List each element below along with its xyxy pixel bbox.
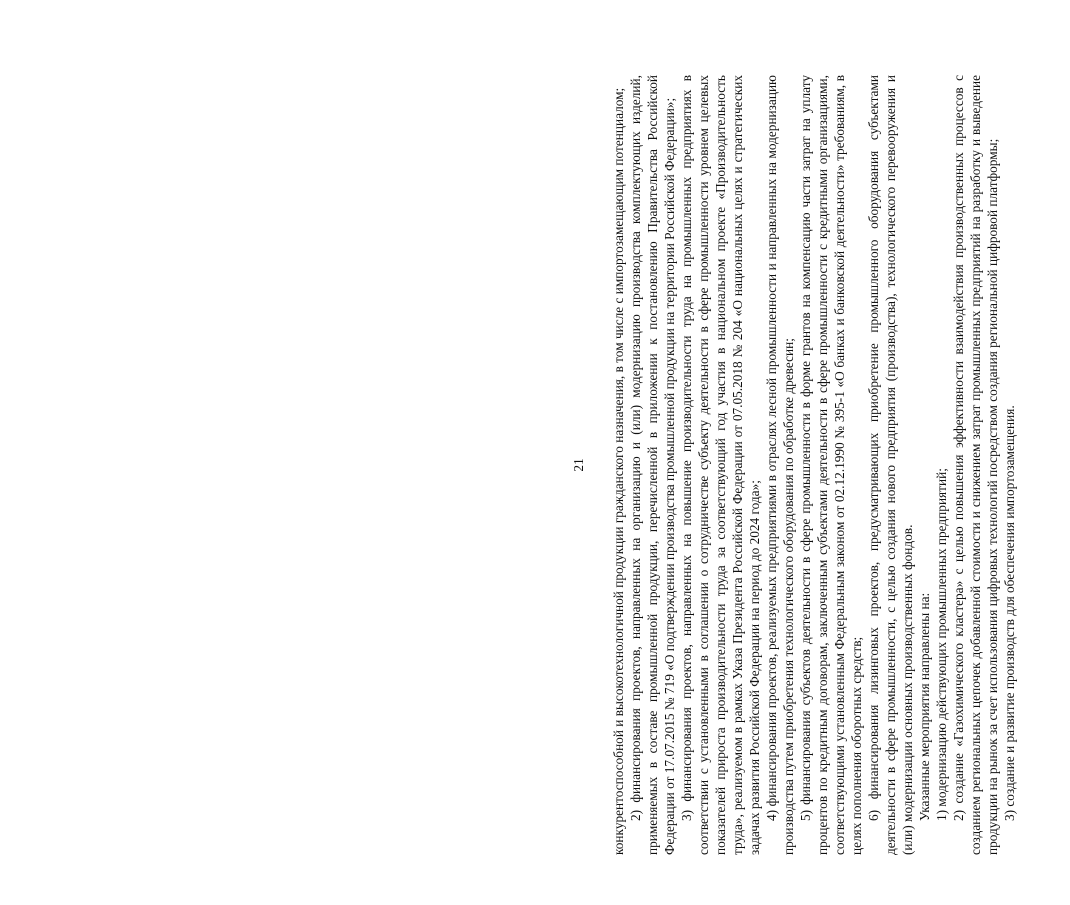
paragraph-2: 3) финансирования проектов, направленных на повышение производительности труда на промышленных предприятиях в соответствии с установленными в соглашении о сотрудничестве субъекту деятельности в сфере промышленности уровнем целевых показателей прироста производительности труда за соответствующий год участия в национальном проекте «Производительность труда», реализуемом в рамках Указа Президента Российской Федерации от 07.05.2018 № 204 «О национальных целях и стратегических задачах развития Российской Федерации на период до 2024 года»; [679,75,762,855]
paragraph-1: 2) финансирования проектов, направленных на организацию и (или) модернизацию производства комплектующих изделий, применяемых в составе промышленной продукции, перечисленной в приложении к постановлению Правительства Российской Федерации от 17.07.2015 № 719 «О подтверждении производства промышленной продукции на территории Российской Федерации»; [628,75,677,855]
paragraph-0: конкурентоспособной и высокотехнологичной продукции гражданского назначения, в том числе с импортозамещающим потенциалом; [611,87,626,855]
paragraph-7: 1) модернизацию действующих промышленных предприятий; [934,468,949,821]
page-number: 21 [571,458,586,472]
paragraph-5: 6) финансирования лизинговых проектов, предусматривающих приобретение промышленного оборудования субъектами деятельности в сфере промышленности, с целью создания нового предприятия (производства), технологического перевооружения и (или) модернизации основных производственных фондов. [866,75,915,855]
paragraph-4: 5) финансирования субъектов деятельности в сфере промышленности в форме грантов на компенсацию части затрат на уплату процентов по кредитным договорам, заключенным субъектами деятельности в сфере промышленности с кредитными организациями, соответствующими установленным Федеральным законом от 02.12.1990 № 395-1 «О банках и банковской деятельности» требованиям, в целях пополнения оборотных средств; [798,75,864,855]
paragraph-9: 3) создание и развитие производств для обеспечения импортозамещения. [1002,405,1017,821]
paragraph-8: 2) создание «Газохимического кластера» с целью повышения эффективности взаимодействия производственных процессов с созданием региональных цепочек добавленной стоимости и снижением затрат промышленных предприятий на разработку и выведение продукции на рынок за счет использования цифровых технологий посредством создания региональной цифровой платформы; [951,75,1000,855]
document-body [610,75,1018,855]
paragraph-3: 4) финансирования проектов, реализуемых предприятиями в отраслях лесной промышленности и направленных на модернизацию производства путем приобретения технологического оборудования по обработке древесин; [764,75,796,855]
rotated-content [570,75,1070,855]
paragraph-6: Указанные мероприятия направлены на: [917,592,932,821]
